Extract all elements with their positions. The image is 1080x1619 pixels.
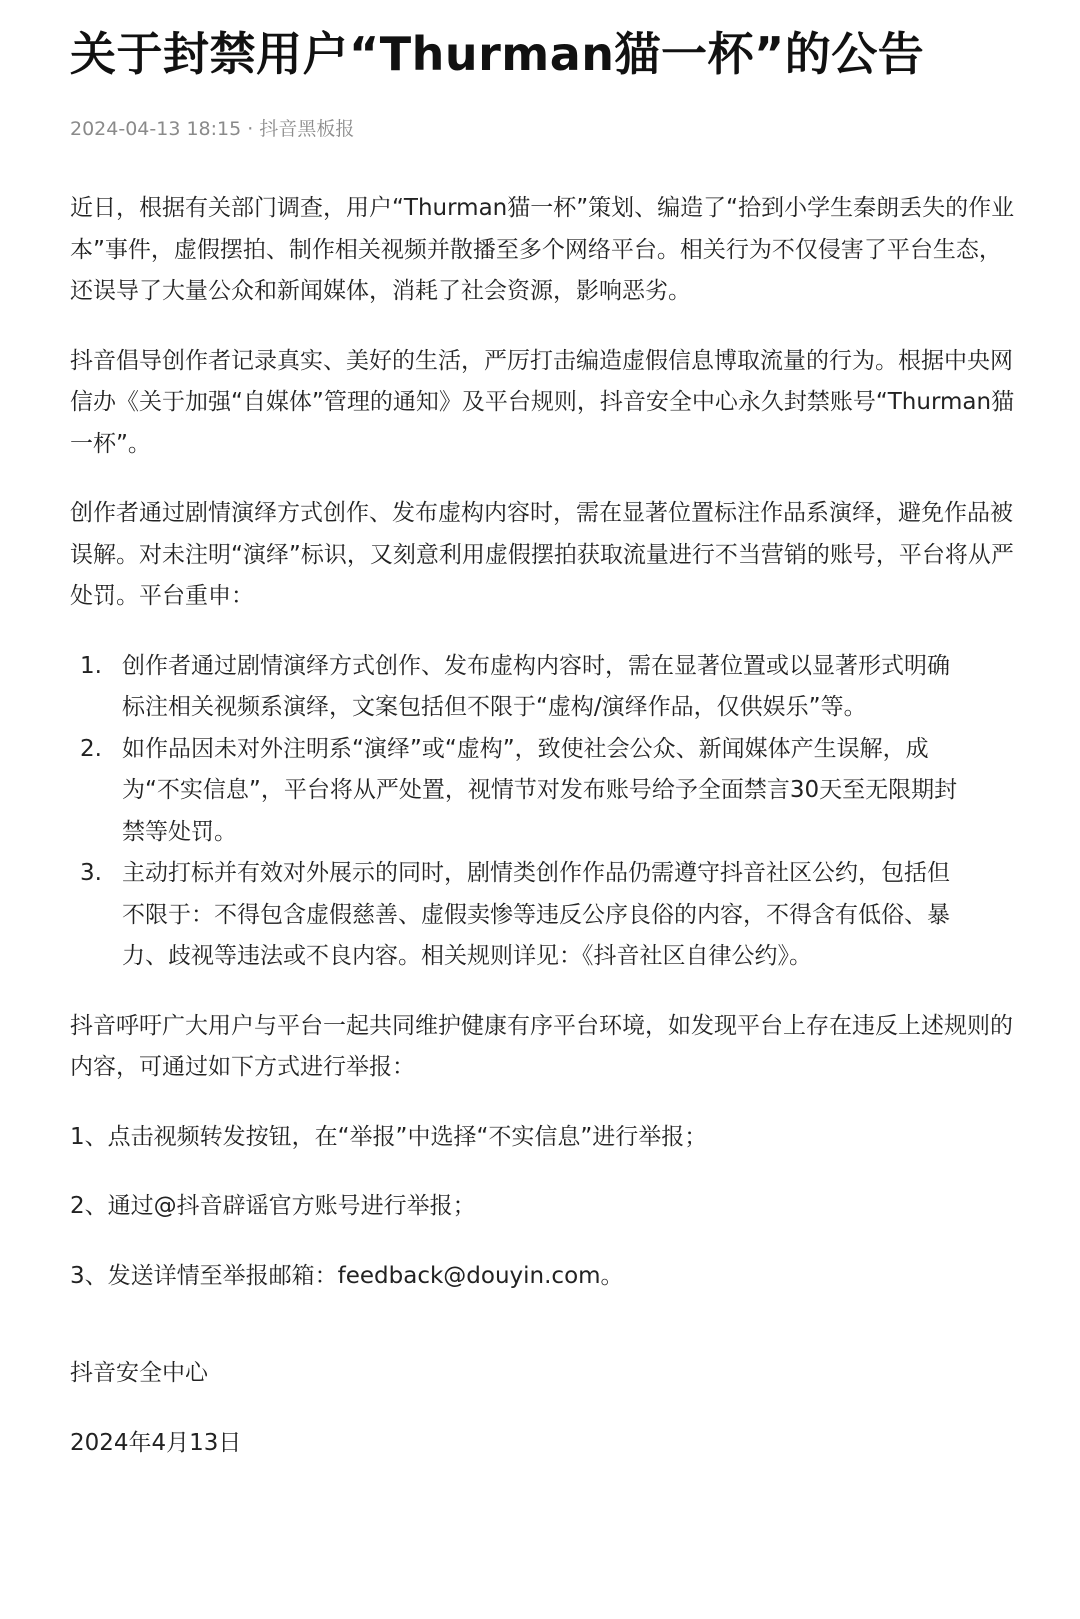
publish-date: 2024年4月13日 bbox=[70, 1429, 242, 1456]
list-item-number: 3. bbox=[80, 860, 102, 886]
list-item bbox=[70, 646, 960, 729]
list-item-number: 1. bbox=[80, 652, 102, 679]
list-item bbox=[70, 853, 960, 978]
list-item bbox=[70, 729, 960, 854]
list-item-text: 创作者通过剧情演绎方式创作、发布虚构内容时，需在显著位置或以显著形式明确标注相关视频系演绎，文案包括但不限于“虚构/演绎作品，仅供娱乐”等。 bbox=[122, 652, 950, 720]
report-method: 3、发送详情至举报邮箱：feedback@douyin.com。 bbox=[70, 1262, 624, 1289]
list-item-text: 如作品因未对外注明系“演绎”或“虚构”，致使社会公众、新闻媒体产生误解，成为“不实信息”，平台将从严处置，视情节对发布账号给予全面禁言30天至无限期封禁等处罚。 bbox=[122, 735, 958, 845]
paragraph-report-call: 抖音呼吁广大用户与平台一起共同维护健康有序平台环境，如发现平台上存在违反上述规则的内容，可通过如下方式进行举报： bbox=[70, 1012, 1013, 1080]
rules-list bbox=[70, 646, 1020, 978]
report-method: 1、点击视频转发按钮，在“举报”中选择“不实信息”进行举报； bbox=[70, 1123, 708, 1150]
article-meta: 2024-04-13 18:15 · 抖音黑板报 bbox=[70, 118, 355, 140]
signature: 抖音安全中心 bbox=[70, 1360, 208, 1386]
report-method: 2、通过@抖音辟谣官方账号进行举报； bbox=[70, 1193, 476, 1219]
article-title: 关于封禁用户“Thurman猫一杯”的公告 bbox=[70, 27, 925, 81]
paragraph-ban-decision: 抖音倡导创作者记录真实、美好的生活，严厉打击编造虚假信息博取流量的行为。根据中央网信办《关于加强“自媒体”管理的通知》及平台规则，抖音安全中心永久封禁账号“Thurman猫一杯”。 bbox=[70, 347, 1015, 457]
list-item-text: 主动打标并有效对外展示的同时，剧情类创作作品仍需遵守抖音社区公约，包括但不限于：不得包含虚假慈善、虚假卖惨等违反公序良俗的内容，不得含有低俗、暴力、歧视等违法或不良内容。相关规则详见：《抖音社区自律公约》。 bbox=[122, 860, 950, 969]
article bbox=[70, 22, 1020, 1464]
list-item-number: 2. bbox=[80, 735, 102, 762]
paragraph-investigation: 近日，根据有关部门调查，用户“Thurman猫一杯”策划、编造了“拾到小学生秦朗丢失的作业本”事件，虚假摆拍、制作相关视频并散播至多个网络平台。相关行为不仅侵害了平台生态，还误导了大量公众和新闻媒体，消耗了社会资源，影响恶劣。 bbox=[70, 195, 1015, 304]
article-body bbox=[70, 188, 1020, 1464]
paragraph-platform-rules: 创作者通过剧情演绎方式创作、发布虚构内容时，需在显著位置标注作品系演绎，避免作品被误解。对未注明“演绎”标识，又刻意利用虚假摆拍获取流量进行不当营销的账号，平台将从严处罚。平台重申： bbox=[70, 500, 1014, 609]
